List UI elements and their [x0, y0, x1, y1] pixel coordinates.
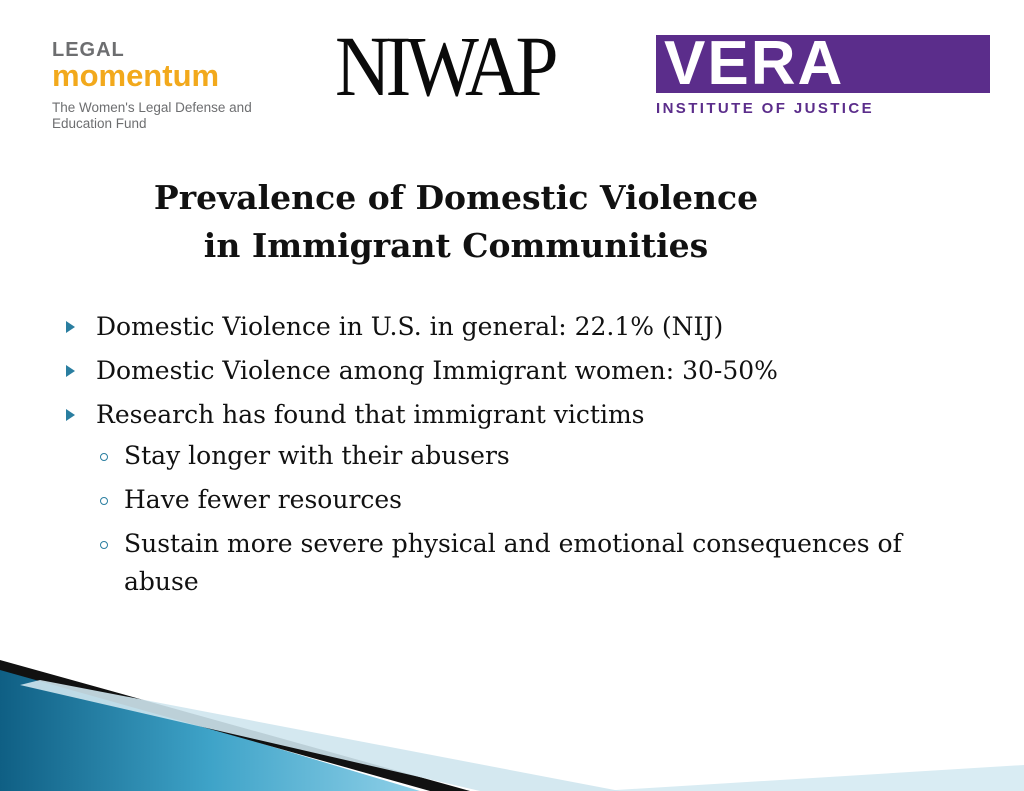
triangle-arrow-icon: [66, 409, 75, 421]
bullet-text: Domestic Violence in U.S. in general: 22.1% (NIJ): [96, 312, 724, 341]
triangle-arrow-icon: [66, 365, 75, 377]
vera-logo-letters: VERA: [664, 29, 845, 98]
legal-momentum-logo: [52, 40, 282, 140]
legal-momentum-tagline: The Women's Legal Defense and Education Fund: [52, 100, 252, 131]
slide-title-line1: Prevalence of Domestic Violence: [153, 178, 759, 217]
slide-title: [100, 174, 812, 270]
sub-bullet-text: Sustain more severe physical and emotional consequences of abuse: [124, 529, 902, 596]
hollow-circle-icon: [100, 453, 108, 461]
vera-logo: [656, 29, 990, 120]
bullet-list: [62, 305, 962, 607]
legal-momentum-logo-line2: momentum: [52, 58, 220, 93]
sub-bullet-item: [62, 481, 962, 519]
hollow-circle-icon: [100, 541, 108, 549]
vera-logo-subtitle: INSTITUTE OF JUSTICE: [656, 100, 875, 117]
sub-bullet-item: [62, 525, 962, 601]
decorative-footer-swoosh: [0, 640, 1024, 791]
bullet-text: Domestic Violence among Immigrant women: 30-50%: [96, 356, 778, 385]
bullet-item: [62, 305, 962, 349]
sub-bullet-text: Have fewer resources: [124, 485, 403, 514]
bullet-text: Research has found that immigrant victims: [96, 400, 645, 429]
legal-momentum-logo-line1: LEGAL: [52, 39, 125, 61]
slide-title-line2: in Immigrant Communities: [203, 226, 709, 265]
hollow-circle-icon: [100, 497, 108, 505]
sub-bullet-text: Stay longer with their abusers: [124, 441, 510, 470]
bullet-item: [62, 393, 962, 437]
bullet-item: [62, 349, 962, 393]
triangle-arrow-icon: [66, 321, 75, 333]
niwap-logo: [335, 18, 585, 114]
niwap-logo-text: NIWAP: [335, 18, 554, 114]
sub-bullet-item: [62, 437, 962, 475]
